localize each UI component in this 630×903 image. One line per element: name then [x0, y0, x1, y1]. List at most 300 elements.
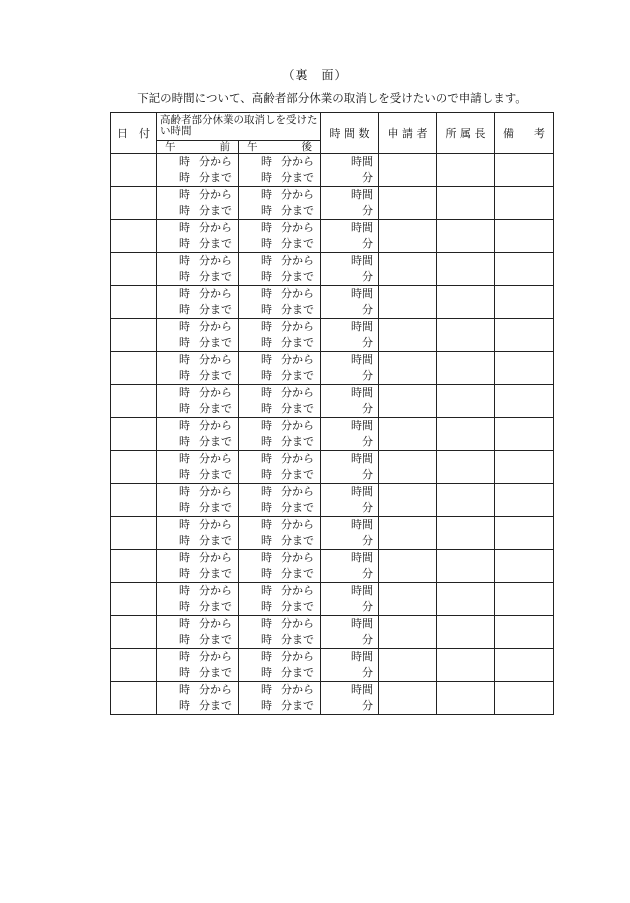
- table-row: [111, 484, 554, 517]
- pm-time-cell[interactable]: [239, 649, 321, 682]
- remarks-cell[interactable]: [495, 649, 554, 682]
- until-label: 分まで: [199, 666, 232, 679]
- pm-time-cell[interactable]: [239, 616, 321, 649]
- hour-label: 時: [261, 221, 272, 234]
- hour-label: 時: [179, 336, 190, 349]
- from-label: 分から: [199, 617, 232, 630]
- remarks-cell[interactable]: [495, 484, 554, 517]
- from-label: 分から: [199, 155, 232, 168]
- hours-cell[interactable]: [321, 187, 379, 220]
- remarks-cell[interactable]: [495, 616, 554, 649]
- applicant-seal-cell[interactable]: [379, 154, 437, 187]
- until-label: 分まで: [281, 600, 314, 613]
- table-row: [111, 286, 554, 319]
- applicant-seal-cell[interactable]: [379, 319, 437, 352]
- am-time-cell[interactable]: [157, 319, 239, 352]
- until-label: 分まで: [199, 435, 232, 448]
- until-label: 分まで: [281, 567, 314, 580]
- minutes-unit: 分: [362, 303, 373, 316]
- pm-time-cell[interactable]: [239, 484, 321, 517]
- manager-seal-cell[interactable]: [437, 253, 495, 286]
- hours-cell[interactable]: [321, 682, 379, 715]
- manager-seal-cell[interactable]: [437, 583, 495, 616]
- hour-label: 時: [179, 534, 190, 547]
- table-row: [111, 220, 554, 253]
- hours-cell[interactable]: [321, 451, 379, 484]
- hours-unit: 時間: [351, 320, 373, 333]
- applicant-seal-cell[interactable]: [379, 253, 437, 286]
- from-label: 分から: [199, 188, 232, 201]
- header-date: 日 付: [111, 113, 157, 154]
- hour-label: 時: [261, 567, 272, 580]
- manager-seal-cell[interactable]: [437, 352, 495, 385]
- hours-unit: 時間: [351, 452, 373, 465]
- hour-label: 時: [179, 435, 190, 448]
- hour-label: 時: [179, 369, 190, 382]
- hour-label: 時: [179, 666, 190, 679]
- minutes-unit: 分: [362, 600, 373, 613]
- pm-time-cell[interactable]: [239, 286, 321, 319]
- hours-cell[interactable]: [321, 352, 379, 385]
- am-time-cell[interactable]: [157, 418, 239, 451]
- hour-label: 時: [179, 386, 190, 399]
- table-row: [111, 385, 554, 418]
- pm-time-cell[interactable]: [239, 187, 321, 220]
- pm-time-cell[interactable]: [239, 583, 321, 616]
- hour-label: 時: [261, 386, 272, 399]
- until-label: 分まで: [199, 633, 232, 646]
- table-row: [111, 352, 554, 385]
- hour-label: 時: [261, 699, 272, 712]
- until-label: 分まで: [281, 369, 314, 382]
- applicant-seal-cell[interactable]: [379, 682, 437, 715]
- am-time-cell[interactable]: [157, 187, 239, 220]
- hours-unit: 時間: [351, 353, 373, 366]
- applicant-seal-cell[interactable]: [379, 517, 437, 550]
- until-label: 分まで: [199, 369, 232, 382]
- header-remarks: [495, 113, 554, 154]
- hour-label: 時: [179, 617, 190, 630]
- am-time-cell[interactable]: [157, 649, 239, 682]
- applicant-seal-cell[interactable]: [379, 583, 437, 616]
- pm-time-cell[interactable]: [239, 550, 321, 583]
- hour-label: 時: [261, 584, 272, 597]
- hour-label: 時: [179, 501, 190, 514]
- from-label: 分から: [281, 254, 314, 267]
- until-label: 分まで: [199, 567, 232, 580]
- hour-label: 時: [261, 336, 272, 349]
- table-row: [111, 451, 554, 484]
- remarks-cell[interactable]: [495, 418, 554, 451]
- remarks-cell[interactable]: [495, 154, 554, 187]
- applicant-seal-cell[interactable]: [379, 418, 437, 451]
- hours-cell[interactable]: [321, 418, 379, 451]
- from-label: 分から: [199, 254, 232, 267]
- header-remarks-left: 備: [503, 127, 514, 140]
- hours-cell[interactable]: [321, 583, 379, 616]
- pm-time-cell[interactable]: [239, 385, 321, 418]
- hours-unit: 時間: [351, 485, 373, 498]
- hour-label: 時: [179, 320, 190, 333]
- table-row: [111, 550, 554, 583]
- date-cell[interactable]: [111, 418, 157, 451]
- from-label: 分から: [281, 320, 314, 333]
- hour-label: 時: [261, 254, 272, 267]
- hours-cell[interactable]: [321, 550, 379, 583]
- am-time-cell[interactable]: [157, 385, 239, 418]
- until-label: 分まで: [281, 270, 314, 283]
- until-label: 分まで: [281, 534, 314, 547]
- hours-cell[interactable]: [321, 286, 379, 319]
- manager-seal-cell[interactable]: [437, 451, 495, 484]
- applicant-seal-cell[interactable]: [379, 187, 437, 220]
- until-label: 分まで: [281, 633, 314, 646]
- hour-label: 時: [261, 683, 272, 696]
- am-time-cell[interactable]: [157, 484, 239, 517]
- hours-unit: 時間: [351, 683, 373, 696]
- hours-cell[interactable]: [321, 616, 379, 649]
- manager-seal-cell[interactable]: [437, 550, 495, 583]
- manager-seal-cell[interactable]: [437, 319, 495, 352]
- pm-time-cell[interactable]: [239, 682, 321, 715]
- date-cell[interactable]: [111, 385, 157, 418]
- manager-seal-cell[interactable]: [437, 286, 495, 319]
- hour-label: 時: [179, 287, 190, 300]
- hours-cell[interactable]: [321, 154, 379, 187]
- hours-unit: 時間: [351, 617, 373, 630]
- date-cell[interactable]: [111, 253, 157, 286]
- hour-label: 時: [261, 320, 272, 333]
- applicant-seal-cell[interactable]: [379, 484, 437, 517]
- minutes-unit: 分: [362, 534, 373, 547]
- minutes-unit: 分: [362, 336, 373, 349]
- minutes-unit: 分: [362, 633, 373, 646]
- applicant-seal-cell[interactable]: [379, 451, 437, 484]
- table-row: [111, 253, 554, 286]
- until-label: 分まで: [199, 171, 232, 184]
- hour-label: 時: [179, 518, 190, 531]
- hour-label: 時: [261, 419, 272, 432]
- hours-unit: 時間: [351, 188, 373, 201]
- header-remarks-right: 考: [534, 127, 545, 140]
- header-hours: 時 間 数: [321, 113, 379, 154]
- date-cell[interactable]: [111, 682, 157, 715]
- am-time-cell[interactable]: [157, 616, 239, 649]
- hours-cell[interactable]: [321, 517, 379, 550]
- until-label: 分まで: [199, 270, 232, 283]
- hours-unit: 時間: [351, 551, 373, 564]
- from-label: 分から: [281, 650, 314, 663]
- am-time-cell[interactable]: [157, 682, 239, 715]
- from-label: 分から: [281, 518, 314, 531]
- hour-label: 時: [261, 452, 272, 465]
- hour-label: 時: [261, 188, 272, 201]
- applicant-seal-cell[interactable]: [379, 385, 437, 418]
- header-pm-left: 午: [247, 141, 258, 153]
- remarks-cell[interactable]: [495, 517, 554, 550]
- manager-seal-cell[interactable]: [437, 616, 495, 649]
- header-am: [157, 141, 239, 154]
- until-label: 分まで: [199, 468, 232, 481]
- pm-time-cell[interactable]: [239, 154, 321, 187]
- am-time-cell[interactable]: [157, 253, 239, 286]
- remarks-cell[interactable]: [495, 253, 554, 286]
- date-cell[interactable]: [111, 154, 157, 187]
- hour-label: 時: [179, 452, 190, 465]
- pm-time-cell[interactable]: [239, 517, 321, 550]
- hours-unit: 時間: [351, 584, 373, 597]
- hour-label: 時: [179, 270, 190, 283]
- am-time-cell[interactable]: [157, 286, 239, 319]
- hours-cell[interactable]: [321, 649, 379, 682]
- from-label: 分から: [199, 452, 232, 465]
- remarks-cell[interactable]: [495, 583, 554, 616]
- applicant-seal-cell[interactable]: [379, 550, 437, 583]
- until-label: 分まで: [199, 534, 232, 547]
- date-cell[interactable]: [111, 451, 157, 484]
- date-cell[interactable]: [111, 550, 157, 583]
- hour-label: 時: [179, 188, 190, 201]
- remarks-cell[interactable]: [495, 352, 554, 385]
- am-time-cell[interactable]: [157, 154, 239, 187]
- hour-label: 時: [179, 353, 190, 366]
- header-am-right: 前: [219, 141, 230, 153]
- date-cell[interactable]: [111, 319, 157, 352]
- am-time-cell[interactable]: [157, 451, 239, 484]
- date-cell[interactable]: [111, 649, 157, 682]
- hour-label: 時: [261, 171, 272, 184]
- hours-unit: 時間: [351, 155, 373, 168]
- minutes-unit: 分: [362, 468, 373, 481]
- from-label: 分から: [199, 353, 232, 366]
- hour-label: 時: [179, 485, 190, 498]
- hours-unit: 時間: [351, 419, 373, 432]
- hour-label: 時: [179, 303, 190, 316]
- hour-label: 時: [179, 600, 190, 613]
- until-label: 分まで: [281, 204, 314, 217]
- applicant-seal-cell[interactable]: [379, 220, 437, 253]
- applicant-seal-cell[interactable]: [379, 616, 437, 649]
- until-label: 分まで: [199, 336, 232, 349]
- application-table: [110, 112, 554, 715]
- minutes-unit: 分: [362, 402, 373, 415]
- until-label: 分まで: [199, 303, 232, 316]
- minutes-unit: 分: [362, 435, 373, 448]
- until-label: 分まで: [281, 237, 314, 250]
- table-row: [111, 517, 554, 550]
- hour-label: 時: [179, 155, 190, 168]
- hour-label: 時: [179, 584, 190, 597]
- hour-label: 時: [261, 303, 272, 316]
- header-pm-right: 後: [301, 141, 312, 153]
- am-time-cell[interactable]: [157, 352, 239, 385]
- hour-label: 時: [261, 617, 272, 630]
- until-label: 分まで: [199, 204, 232, 217]
- until-label: 分まで: [281, 501, 314, 514]
- pm-time-cell[interactable]: [239, 253, 321, 286]
- minutes-unit: 分: [362, 369, 373, 382]
- minutes-unit: 分: [362, 666, 373, 679]
- from-label: 分から: [281, 221, 314, 234]
- hour-label: 時: [261, 518, 272, 531]
- pm-time-cell[interactable]: [239, 220, 321, 253]
- until-label: 分まで: [281, 303, 314, 316]
- from-label: 分から: [199, 518, 232, 531]
- minutes-unit: 分: [362, 171, 373, 184]
- from-label: 分から: [199, 287, 232, 300]
- from-label: 分から: [281, 452, 314, 465]
- table-row: [111, 187, 554, 220]
- until-label: 分まで: [281, 468, 314, 481]
- hours-unit: 時間: [351, 518, 373, 531]
- from-label: 分から: [199, 485, 232, 498]
- minutes-unit: 分: [362, 567, 373, 580]
- pm-time-cell[interactable]: [239, 352, 321, 385]
- table-row: [111, 154, 554, 187]
- from-label: 分から: [281, 419, 314, 432]
- from-label: 分から: [199, 551, 232, 564]
- header-applicant: 申 請 者: [379, 113, 437, 154]
- hours-cell[interactable]: [321, 319, 379, 352]
- remarks-cell[interactable]: [495, 187, 554, 220]
- hours-unit: 時間: [351, 221, 373, 234]
- from-label: 分から: [281, 551, 314, 564]
- from-label: 分から: [281, 386, 314, 399]
- date-cell[interactable]: [111, 187, 157, 220]
- remarks-cell[interactable]: [495, 550, 554, 583]
- header-period: 高齢者部分休業の取消しを受けたい時間: [157, 113, 321, 141]
- am-time-cell[interactable]: [157, 550, 239, 583]
- hour-label: 時: [179, 221, 190, 234]
- manager-seal-cell[interactable]: [437, 682, 495, 715]
- table-row: [111, 583, 554, 616]
- applicant-seal-cell[interactable]: [379, 352, 437, 385]
- hours-unit: 時間: [351, 254, 373, 267]
- from-label: 分から: [281, 353, 314, 366]
- manager-seal-cell[interactable]: [437, 154, 495, 187]
- from-label: 分から: [281, 683, 314, 696]
- remarks-cell[interactable]: [495, 286, 554, 319]
- table-row: [111, 319, 554, 352]
- date-cell[interactable]: [111, 517, 157, 550]
- until-label: 分まで: [199, 501, 232, 514]
- hours-cell[interactable]: [321, 253, 379, 286]
- am-time-cell[interactable]: [157, 517, 239, 550]
- pm-time-cell[interactable]: [239, 319, 321, 352]
- hour-label: 時: [261, 666, 272, 679]
- remarks-cell[interactable]: [495, 451, 554, 484]
- remarks-cell[interactable]: [495, 220, 554, 253]
- hours-unit: 時間: [351, 650, 373, 663]
- until-label: 分まで: [281, 699, 314, 712]
- from-label: 分から: [281, 155, 314, 168]
- hours-cell[interactable]: [321, 385, 379, 418]
- manager-seal-cell[interactable]: [437, 385, 495, 418]
- hours-unit: 時間: [351, 287, 373, 300]
- pm-time-cell[interactable]: [239, 451, 321, 484]
- hour-label: 時: [179, 567, 190, 580]
- from-label: 分から: [281, 287, 314, 300]
- hour-label: 時: [261, 353, 272, 366]
- hour-label: 時: [179, 633, 190, 646]
- manager-seal-cell[interactable]: [437, 484, 495, 517]
- date-cell[interactable]: [111, 286, 157, 319]
- hour-label: 時: [179, 204, 190, 217]
- from-label: 分から: [281, 188, 314, 201]
- am-time-cell[interactable]: [157, 583, 239, 616]
- remarks-cell[interactable]: [495, 682, 554, 715]
- remarks-cell[interactable]: [495, 319, 554, 352]
- from-label: 分から: [281, 584, 314, 597]
- until-label: 分まで: [281, 402, 314, 415]
- hour-label: 時: [179, 551, 190, 564]
- hours-cell[interactable]: [321, 220, 379, 253]
- table-row: [111, 616, 554, 649]
- hour-label: 時: [179, 468, 190, 481]
- from-label: 分から: [199, 650, 232, 663]
- hour-label: 時: [179, 419, 190, 432]
- manager-seal-cell[interactable]: [437, 418, 495, 451]
- until-label: 分まで: [281, 435, 314, 448]
- hour-label: 時: [179, 650, 190, 663]
- until-label: 分まで: [281, 666, 314, 679]
- manager-seal-cell[interactable]: [437, 517, 495, 550]
- header-pm: [239, 141, 321, 154]
- applicant-seal-cell[interactable]: [379, 649, 437, 682]
- am-time-cell[interactable]: [157, 220, 239, 253]
- form-instruction: 下記の時間について、高齢者部分休業の取消しを受けたいので申請します。: [137, 91, 527, 105]
- hours-cell[interactable]: [321, 484, 379, 517]
- manager-seal-cell[interactable]: [437, 649, 495, 682]
- manager-seal-cell[interactable]: [437, 187, 495, 220]
- minutes-unit: 分: [362, 270, 373, 283]
- hour-label: 時: [179, 699, 190, 712]
- minutes-unit: 分: [362, 204, 373, 217]
- hour-label: 時: [179, 402, 190, 415]
- until-label: 分まで: [281, 336, 314, 349]
- hour-label: 時: [261, 270, 272, 283]
- hour-label: 時: [261, 485, 272, 498]
- date-cell[interactable]: [111, 352, 157, 385]
- remarks-cell[interactable]: [495, 385, 554, 418]
- manager-seal-cell[interactable]: [437, 220, 495, 253]
- hour-label: 時: [261, 155, 272, 168]
- minutes-unit: 分: [362, 699, 373, 712]
- from-label: 分から: [281, 617, 314, 630]
- until-label: 分まで: [281, 171, 314, 184]
- from-label: 分から: [199, 320, 232, 333]
- hour-label: 時: [261, 369, 272, 382]
- until-label: 分まで: [199, 402, 232, 415]
- hour-label: 時: [179, 683, 190, 696]
- date-cell[interactable]: [111, 616, 157, 649]
- hour-label: 時: [261, 435, 272, 448]
- minutes-unit: 分: [362, 501, 373, 514]
- header-am-left: 午: [165, 141, 176, 153]
- applicant-seal-cell[interactable]: [379, 286, 437, 319]
- pm-time-cell[interactable]: [239, 418, 321, 451]
- date-cell[interactable]: [111, 583, 157, 616]
- hour-label: 時: [179, 237, 190, 250]
- header-manager: 所 属 長: [437, 113, 495, 154]
- hour-label: 時: [261, 650, 272, 663]
- date-cell[interactable]: [111, 484, 157, 517]
- minutes-unit: 分: [362, 237, 373, 250]
- date-cell[interactable]: [111, 220, 157, 253]
- from-label: 分から: [199, 419, 232, 432]
- hour-label: 時: [261, 287, 272, 300]
- table-row: [111, 682, 554, 715]
